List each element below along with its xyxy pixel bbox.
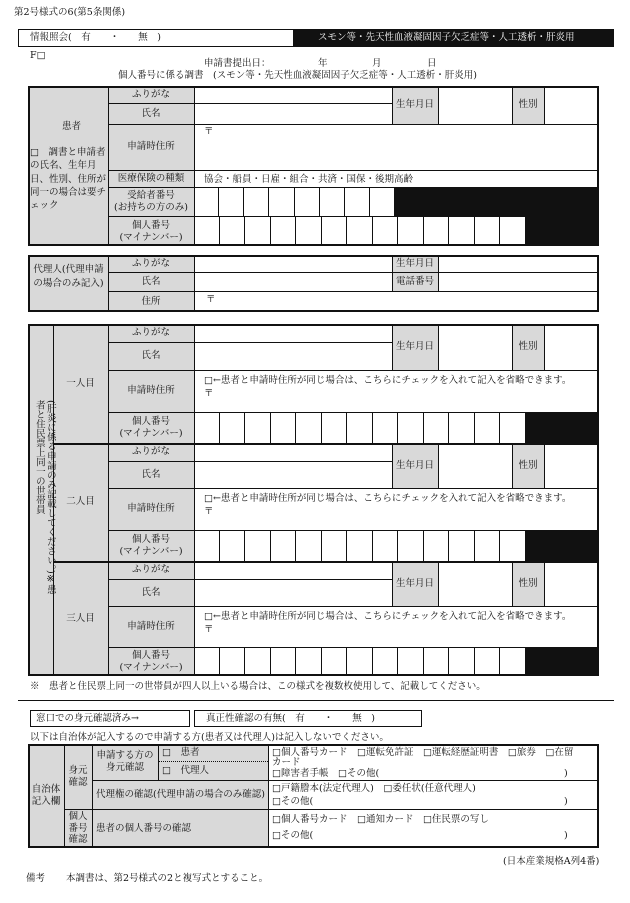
id-check-label: 身元確認	[68, 764, 88, 788]
recipient-number-cells[interactable]	[194, 187, 394, 216]
member3-mynumber-title: 個人番号	[131, 649, 170, 661]
member3-mynumber-cells[interactable]	[194, 647, 525, 676]
mynumber-docs-close: )	[564, 830, 568, 841]
agency-docs-line1[interactable]: □戸籍謄本(法定代理人) □委任状(任意代理人)	[272, 783, 476, 794]
form-number: 第2号様式の6(第5条関係)	[14, 7, 126, 18]
household-section	[28, 324, 599, 676]
agency-docs-close: )	[564, 796, 568, 807]
member3-birth-label: 生年月日	[395, 577, 434, 589]
patient-mynumber-label	[108, 217, 194, 246]
inquiry-label: 情報照会( 有 ・ 無 )	[30, 32, 161, 43]
mynumber-sub: (マイナンバー)	[119, 231, 183, 243]
member1-mynumber-title: 個人番号	[131, 415, 170, 427]
member1-sex-label: 性別	[518, 341, 538, 353]
member2-postal-mark: 〒	[204, 506, 214, 517]
agent-furigana-label: ふりがな	[131, 257, 170, 269]
banner-text: スモン等・先天性血液凝固因子欠乏症等・人工透析・肝炎用	[318, 32, 575, 43]
patient-furigana-label: ふりがな	[131, 88, 170, 100]
applicant-id-label: 申請する方の身元確認	[96, 750, 154, 773]
agent-address-label: 住所	[141, 295, 161, 307]
authenticity-label: 真正性確認の有無( 有 ・ 無 )	[206, 713, 375, 724]
member1-label: 一人目	[66, 377, 95, 389]
member2-address-label: 申請時住所	[127, 503, 175, 515]
member3-postal-mark: 〒	[204, 624, 214, 635]
member3-address-label: 申請時住所	[127, 620, 175, 632]
patient-mynumber-check-label: 患者の個人番号の確認	[96, 822, 192, 834]
member1-mynumber-label	[108, 412, 194, 443]
member2-sex-label: 性別	[518, 459, 538, 471]
agency-check-label: 代理権の確認(代理申請の場合のみ確認)	[96, 788, 265, 800]
id-docs-other[interactable]: □障害者手帳 □その他(	[272, 768, 380, 779]
insurance-type-label: 医療保険の種類	[117, 172, 185, 184]
agent-name-label: 氏名	[141, 275, 161, 287]
id-docs-line1[interactable]: □個人番号カード □運転免許証 □運転経歴証明書 □旅券 □在留	[272, 747, 574, 758]
member3-sex-label: 性別	[518, 577, 538, 589]
office-table	[28, 744, 599, 848]
member1-birth-label: 生年月日	[395, 341, 434, 353]
patient-same-note[interactable]: □ 調書と申請者の氏名、生年月日、性別、住所が同一の場合は要チェック	[30, 147, 107, 212]
mynumber-check-label: 個人番号確認	[68, 810, 88, 846]
paper-size-note: (日本産業規格A列4番)	[503, 856, 600, 867]
year-label: 年	[318, 58, 328, 69]
patient-mynumber-cells[interactable]	[194, 216, 525, 246]
member2-birth-label: 生年月日	[395, 459, 434, 471]
member1-mynumber-cells[interactable]	[194, 412, 525, 443]
member2-name-label: 氏名	[141, 468, 161, 480]
household-side-label: (肝炎に係る申請のみ記載してください。)※患者と住民票上同一の世帯員	[33, 400, 56, 595]
agent-phone-label: 電話番号	[395, 275, 434, 287]
member2-mynumber-sub: (マイナンバー)	[119, 545, 183, 557]
patient-section-title: 患者	[62, 121, 82, 132]
member3-label: 三人目	[66, 612, 95, 624]
member1-address-label: 申請時住所	[127, 385, 175, 397]
office-instruction: 以下は自治体が記入するので申請する方(患者又は代理人)は記入しないでください。	[30, 732, 389, 743]
member3-mynumber-label	[108, 647, 194, 676]
patient-address-label: 申請時住所	[127, 141, 175, 153]
patient-birth-label: 生年月日	[395, 99, 434, 111]
member3-same-address-checkbox[interactable]: □←患者と申請時住所が同じ場合は、こちらにチェックを入れて記入を省略できます。	[204, 611, 572, 622]
mynumber-docs-other[interactable]: □その他(	[272, 830, 314, 841]
member1-name-label: 氏名	[141, 350, 161, 362]
patient-sex-label: 性別	[518, 99, 538, 111]
member1-furigana-label: ふりがな	[131, 327, 170, 339]
household-footnote: ※ 患者と住民票上同一の世帯員が四人以上いる場合は、この様式を複数枚使用して、記載してください。	[30, 681, 486, 692]
member2-mynumber-title: 個人番号	[131, 533, 170, 545]
member3-name-label: 氏名	[141, 586, 161, 598]
member2-label: 二人目	[66, 496, 95, 508]
applicant-patient-checkbox[interactable]: □ 患者	[162, 747, 200, 758]
member2-mynumber-cells[interactable]	[194, 530, 525, 561]
agent-postal-mark: 〒	[206, 294, 216, 305]
recipient-number-title: 受給者番号	[127, 190, 175, 202]
mynumber-title: 個人番号	[131, 219, 170, 231]
member3-mynumber-sub: (マイナンバー)	[119, 661, 183, 673]
f-checkbox[interactable]: F□	[30, 50, 46, 61]
window-id-label: 窓口での身元確認済み→	[36, 713, 139, 724]
office-column-label: 自治体記入欄	[31, 784, 61, 807]
member2-mynumber-label	[108, 530, 194, 561]
agent-birth-label: 生年月日	[395, 257, 434, 269]
agent-section	[28, 255, 599, 312]
remarks-text: 本調書は、第2号様式の2と複写式とすること。	[66, 873, 269, 884]
id-docs-line2: カード	[272, 757, 301, 768]
id-docs-close: )	[564, 768, 568, 779]
member1-mynumber-sub: (マイナンバー)	[119, 427, 183, 439]
member2-furigana-label: ふりがな	[131, 446, 170, 458]
insurance-type-options[interactable]: 協会・船員・日雇・組合・共済・国保・後期高齢	[204, 174, 414, 185]
member3-furigana-label: ふりがな	[131, 564, 170, 576]
patient-section	[28, 86, 599, 246]
mynumber-docs-line1[interactable]: □個人番号カード □通知カード □住民票の写し	[272, 814, 489, 825]
page-title: 個人番号に係る調書 (スモン等・先天性血液凝固因子欠乏症等・人工透析・肝炎用)	[118, 70, 477, 81]
agency-docs-other[interactable]: □その他(	[272, 796, 314, 807]
member1-postal-mark: 〒	[204, 388, 214, 399]
agent-section-title: 代理人(代理申請の場合のみ記入)	[33, 264, 104, 289]
applicant-agent-checkbox[interactable]: □ 代理人	[162, 765, 209, 776]
patient-name-label: 氏名	[141, 107, 161, 119]
month-label: 月	[372, 58, 382, 69]
remarks-label: 備考	[26, 873, 46, 884]
submit-date-label: 申請書提出日：	[204, 58, 271, 69]
patient-postal-mark: 〒	[204, 126, 214, 137]
member1-same-address-checkbox[interactable]: □←患者と申請時住所が同じ場合は、こちらにチェックを入れて記入を省略できます。	[204, 375, 572, 386]
day-label: 日	[427, 58, 437, 69]
recipient-number-sub: (お持ちの方のみ)	[114, 202, 188, 213]
recipient-number-label	[108, 188, 194, 216]
member2-same-address-checkbox[interactable]: □←患者と申請時住所が同じ場合は、こちらにチェックを入れて記入を省略できます。	[204, 493, 572, 504]
